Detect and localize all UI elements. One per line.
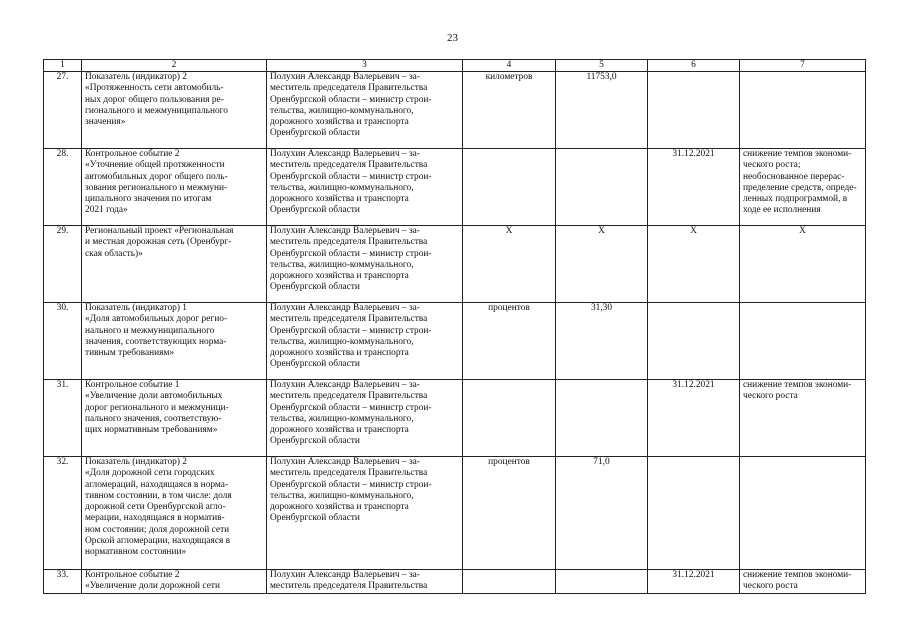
row-name: Показатель (индикатор) 2 «Протяженность сети автомобиль- ных дорог общего пользования ре- гионального и межмуниципального значения» [82, 72, 267, 149]
column-number: 6 [648, 60, 740, 72]
row-unit [463, 570, 556, 594]
row-name: Контрольное событие 1 «Увеличение доли автомобильных дорог регионального и межмуници- пального значения, соответствую- щих нормативным требованиям» [82, 380, 267, 457]
row-date [648, 72, 740, 149]
row-date: 31.12.2021 [648, 380, 740, 457]
row-responsible: Полухин Александр Валерьевич – за- меститель председателя Правительства Оренбургской области – министр строи- тельства, жилищно-коммунального, дорожного хозяйства и транспорта Оренбургской области [267, 72, 463, 149]
row-responsible: Полухин Александр Валерьевич – за- меститель председателя Правительства Оренбургской области – министр строи- тельства, жилищно-коммунального, дорожного хозяйства и транспорта Оренбургской области [267, 457, 463, 570]
table-row [44, 149, 866, 226]
table-row [44, 303, 866, 380]
row-number: 30. [44, 303, 82, 380]
row-date: 31.12.2021 [648, 570, 740, 594]
table-row [44, 72, 866, 149]
row-responsible: Полухин Александр Валерьевич – за- меститель председателя Правительства Оренбургской области – министр строи- тельства, жилищно-коммунального, дорожного хозяйства и транспорта Оренбургской области [267, 380, 463, 457]
page-number: 23 [447, 32, 458, 44]
row-number: 27. [44, 72, 82, 149]
column-number: 1 [44, 60, 82, 72]
table-row [44, 457, 866, 570]
row-unit: X [463, 226, 556, 303]
row-unit [463, 149, 556, 226]
row-risk: снижение темпов экономи- ческого роста [740, 380, 866, 457]
row-number: 31. [44, 380, 82, 457]
row-value: X [556, 226, 648, 303]
row-number: 33. [44, 570, 82, 594]
row-unit: километров [463, 72, 556, 149]
column-numbers-row [44, 60, 866, 72]
row-value: 71,0 [556, 457, 648, 570]
row-responsible: Полухин Александр Валерьевич – за- меститель председателя Правительства [267, 570, 463, 594]
column-number: 4 [463, 60, 556, 72]
row-unit: процентов [463, 457, 556, 570]
row-date: X [648, 226, 740, 303]
row-value [556, 149, 648, 226]
plan-table [43, 59, 866, 594]
row-risk [740, 72, 866, 149]
row-risk: X [740, 226, 866, 303]
column-number: 7 [740, 60, 866, 72]
table-row [44, 570, 866, 594]
row-number: 29. [44, 226, 82, 303]
row-number: 32. [44, 457, 82, 570]
row-date [648, 457, 740, 570]
row-unit [463, 380, 556, 457]
row-risk: снижение темпов экономи- ческого роста [740, 570, 866, 594]
row-risk [740, 303, 866, 380]
table-row [44, 226, 866, 303]
row-responsible: Полухин Александр Валерьевич – за- меститель председателя Правительства Оренбургской области – министр строи- тельства, жилищно-коммунального, дорожного хозяйства и транспорта Оренбургской области [267, 303, 463, 380]
table-row [44, 380, 866, 457]
row-unit: процентов [463, 303, 556, 380]
row-responsible: Полухин Александр Валерьевич – за- меститель председателя Правительства Оренбургской области – министр строи- тельства, жилищно-коммунального, дорожного хозяйства и транспорта Оренбургской области [267, 226, 463, 303]
column-number: 2 [82, 60, 267, 72]
row-responsible: Полухин Александр Валерьевич – за- меститель председателя Правительства Оренбургской области – министр строи- тельства, жилищно-коммунального, дорожного хозяйства и транспорта Оренбургской области [267, 149, 463, 226]
row-value: 31,30 [556, 303, 648, 380]
row-name: Контрольное событие 2 «Уточнение общей протяженности автомобильных дорог общего поль- зования регионального и межмуни- ципального значения по итогам 2021 года» [82, 149, 267, 226]
row-value [556, 570, 648, 594]
row-value: 11753,0 [556, 72, 648, 149]
row-value [556, 380, 648, 457]
column-number: 5 [556, 60, 648, 72]
row-name: Региональный проект «Региональная и местная дорожная сеть (Оренбург- ская область)» [82, 226, 267, 303]
row-date [648, 303, 740, 380]
column-number: 3 [267, 60, 463, 72]
row-risk [740, 457, 866, 570]
row-name: Показатель (индикатор) 1 «Доля автомобильных дорог регио- нального и межмуниципального значения, соответствующих норма- тивным требованиям» [82, 303, 267, 380]
row-name: Контрольное событие 2 «Увеличение доли дорожной сети [82, 570, 267, 594]
row-date: 31.12.2021 [648, 149, 740, 226]
row-name: Показатель (индикатор) 2 «Доля дорожной сети городских агломераций, находящаяся в норма- тивном состоянии, в том числе: доля дорожной сети Оренбургской агло- мерации, находящаяся в норматив- ном состоянии; доля дорожной сети Орской агломерации, находящаяся в нормативном состоянии» [82, 457, 267, 570]
row-number: 28. [44, 149, 82, 226]
row-risk: снижение темпов экономи- ческого роста; необоснованное перерас- пределение средств, опреде- ленных подпрограммой, в ходе ее исполнения [740, 149, 866, 226]
